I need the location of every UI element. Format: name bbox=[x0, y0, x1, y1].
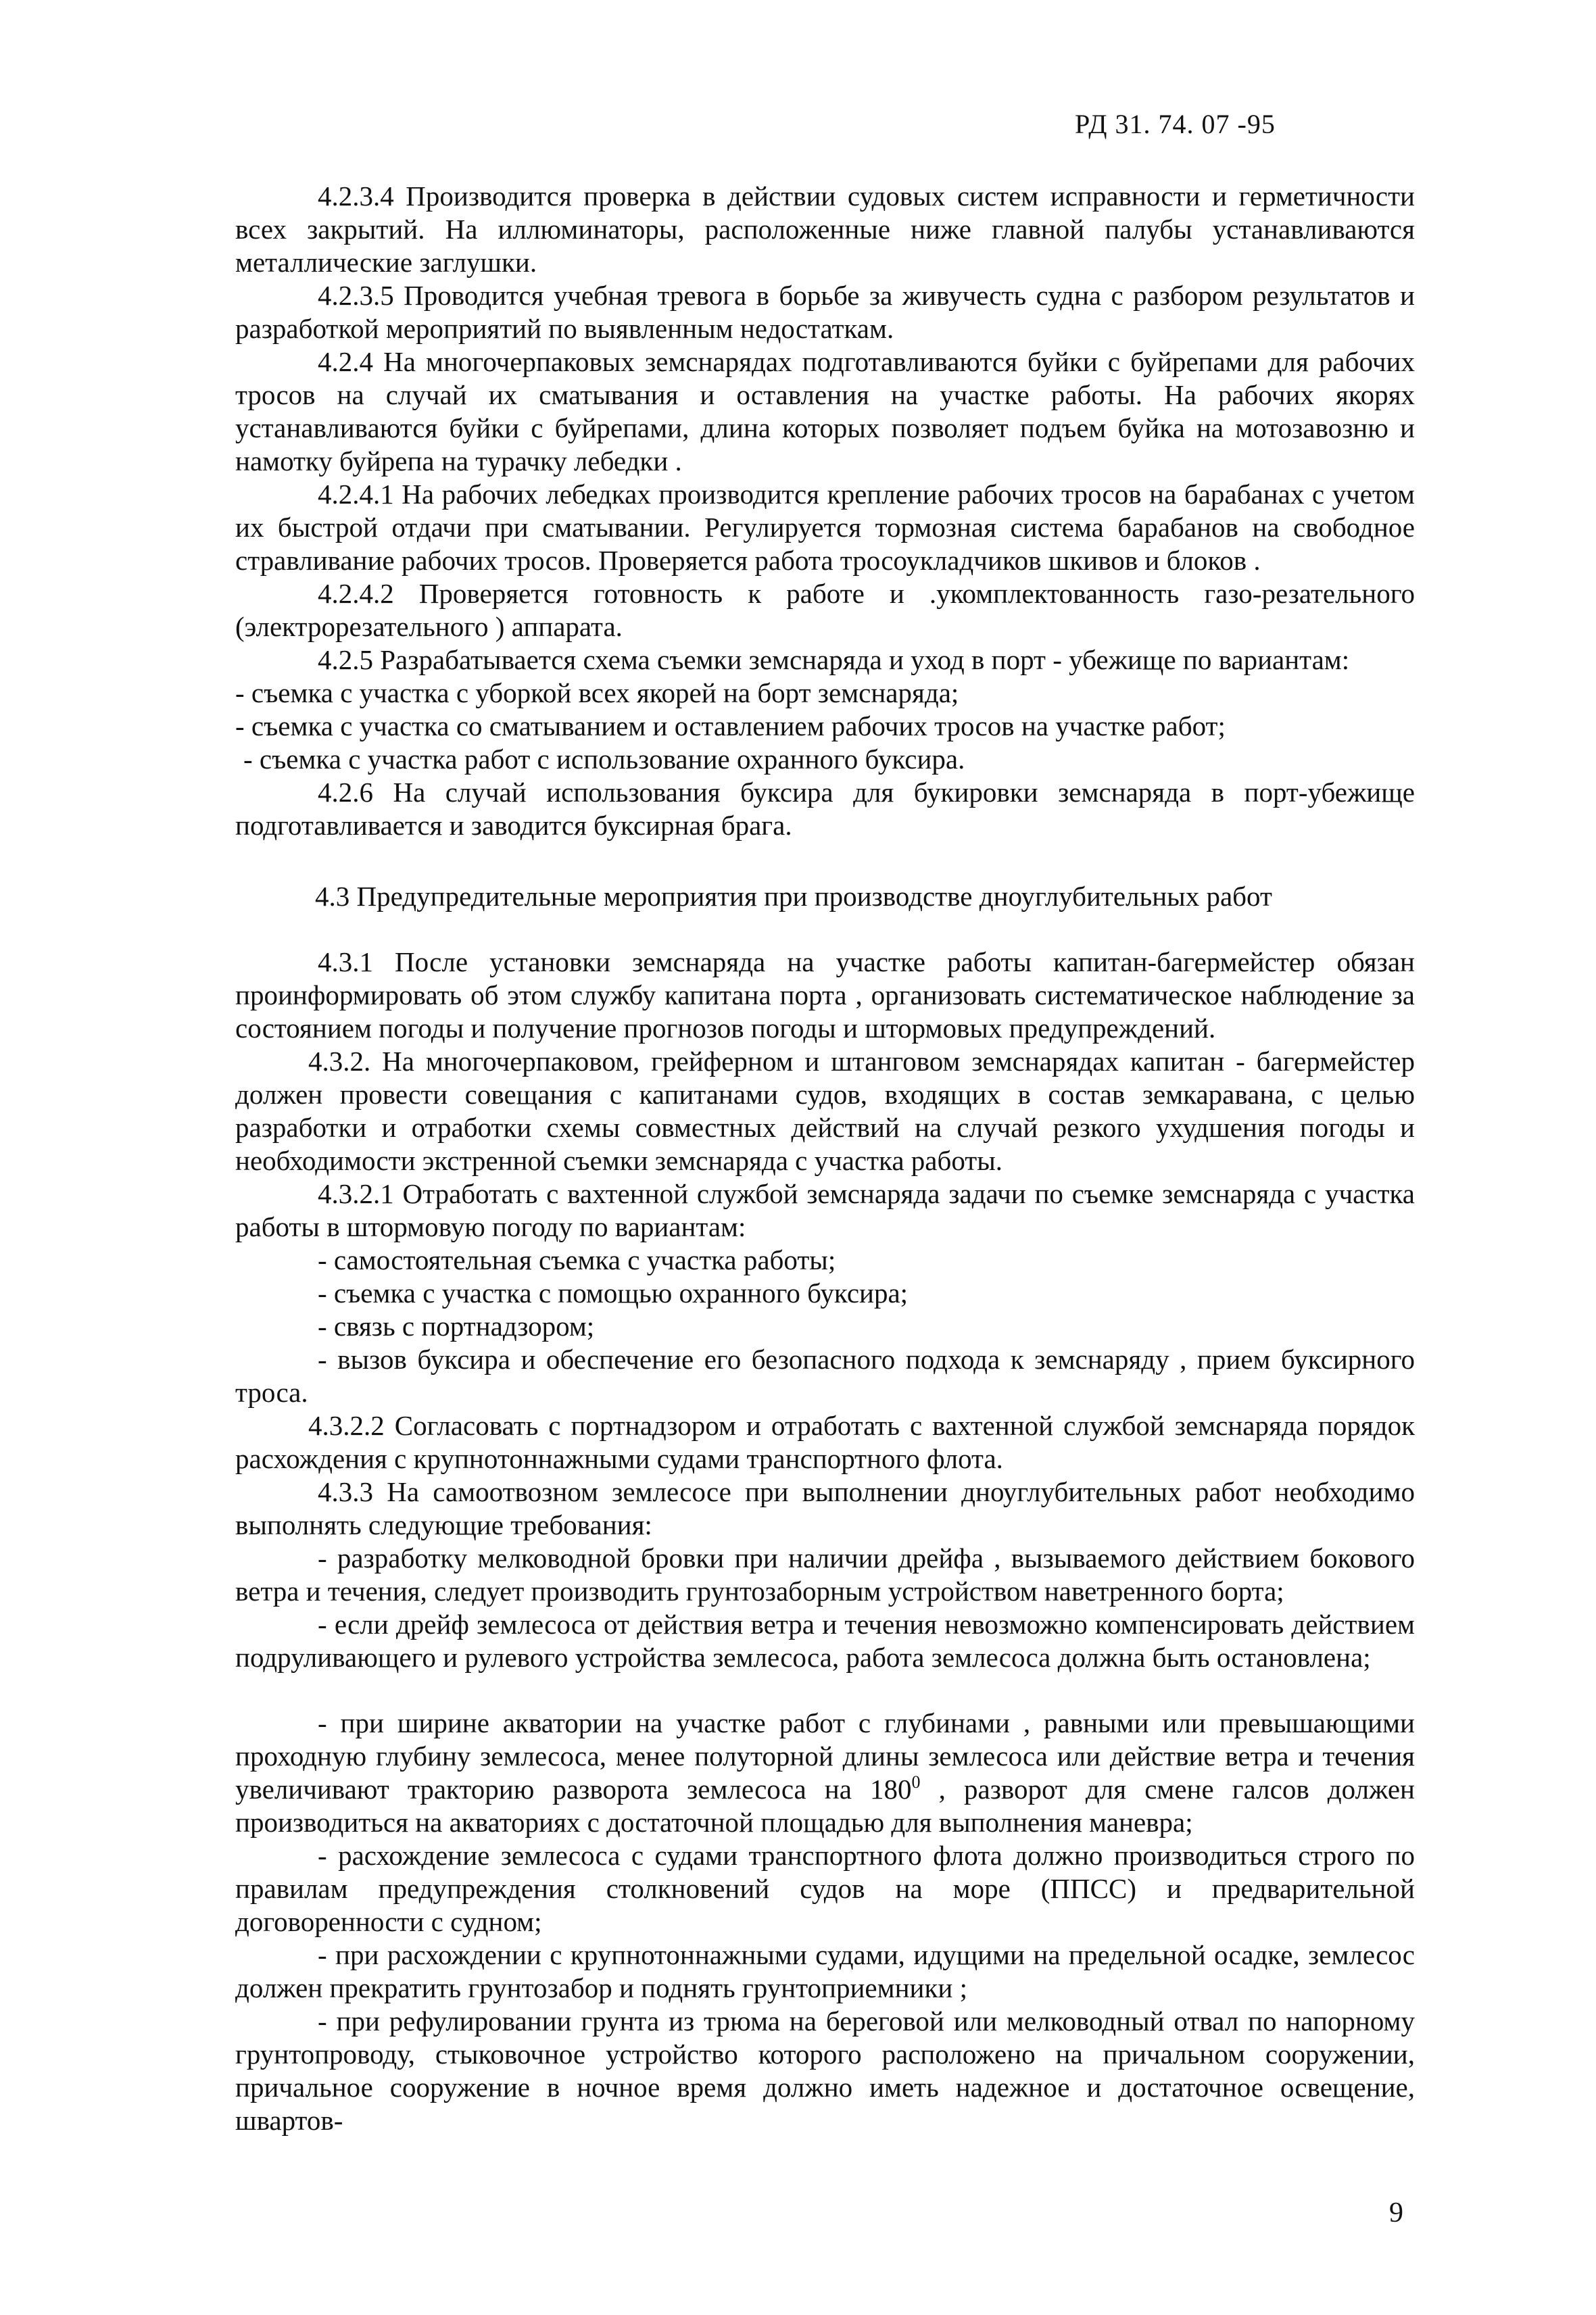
list-item: - самостоятельная съемка с участка работы; bbox=[318, 1244, 836, 1275]
list-item: - связь с портнадзором; bbox=[318, 1311, 595, 1342]
paragraph-4-2-5: 4.2.5 Разрабатывается схема съемки земснаряда и уход в порт - убежище по вариантам: bbox=[318, 644, 1350, 675]
paragraph-4-3-3: 4.3.3 На самоотвозном землесосе при выполнении дноуглубительных работ необходимо выполнять следующие требования: bbox=[235, 1476, 1415, 1540]
paragraph-4-2-4-2: 4.2.4.2 Проверяется готовность к работе и .укомплектованность газо-резательного (электрорезательного ) аппарата. bbox=[235, 578, 1415, 642]
list-item-text: , разворот для смене галсов должен производиться на акваториях с достаточной площадью для выполнения маневра; bbox=[235, 1774, 1415, 1838]
paragraph-4-3-2-1: 4.3.2.1 Отработать с вахтенной службой земснаряда задачи по съемке земснаряда с участка работы в штормовую погоду по вариантам: bbox=[235, 1178, 1415, 1242]
list-item: - съемка с участка с уборкой всех якорей на борт земснаряда; bbox=[235, 677, 959, 708]
list-item: - если дрейф землесоса от действия ветра и течения невозможно компенсировать действием подруливающего и рулевого устройства землесоса, работа землесоса должна быть остановлена; bbox=[235, 1609, 1415, 1673]
paragraph-4-2-3-4: 4.2.3.4 Производится проверка в действии судовых систем исправности и герметичности всех закрытий. На иллюминаторы, расположенные ниже главной палубы устанавливаются металлические заглушки. bbox=[235, 180, 1415, 278]
paragraph-4-3-1: 4.3.1 После установки земснаряда на участке работы капитан-багермейстер обязан проинформировать об этом службу капитана порта , организовать систематическое наблюдение за состоянием погоды и получение прогнозов погоды и штормовых предупреждений. bbox=[235, 946, 1415, 1044]
list-item: - вызов буксира и обеспечение его безопасного подхода к земснаряду , прием буксирного троса. bbox=[235, 1344, 1415, 1408]
list-item: - съемка с участка с помощью охранного буксира; bbox=[318, 1277, 909, 1309]
list-item: - разработку мелководной бровки при наличии дрейфа , вызываемого действием бокового ветра и течения, следует производить грунтозаборным устройством наветренного борта; bbox=[235, 1542, 1415, 1607]
page-header-code: РД 31. 74. 07 -95 bbox=[1075, 109, 1276, 139]
paragraph-4-2-6: 4.2.6 На случай использования буксира для букировки земснаряда в порт-убежище подготавливается и заводится буксирная брага. bbox=[235, 777, 1415, 841]
list-item: - съемка с участка со сматыванием и оставлением рабочих тросов на участке работ; bbox=[235, 710, 1226, 741]
section-heading-4-3: 4.3 Предупредительные мероприятия при производстве дноуглубительных работ bbox=[315, 881, 1272, 912]
list-item: - при расхождении с крупнотоннажными судами, идущими на предельной осадке, землесос должен прекратить грунтозабор и поднять грунтоприемники ; bbox=[235, 1939, 1415, 2003]
paragraph-4-2-4: 4.2.4 На многочерпаковых земснарядах подготавливаются буйки с буйрепами для рабочих тросов на случай их сматывания и оставления на участке работы. На рабочих якорях устанавливаются буйки с буйрепами, длина которых позволяет подъем буйка на мотозавозню и намотку буйрепа на турачку лебедки . bbox=[235, 346, 1415, 477]
paragraph-4-2-3-5: 4.2.3.5 Проводится учебная тревога в борьбе за живучесть судна с разбором результатов и разработкой мероприятий по выявленным недостаткам. bbox=[235, 280, 1415, 344]
list-item: - съемка с участка работ с использование охранного буксира. bbox=[243, 744, 965, 775]
document-body bbox=[235, 180, 1415, 2137]
paragraph-4-3-2: 4.3.2. На многочерпаковом, грейферном и штанговом земснарядах капитан - багермейстер должен провести совещания с капитанами судов, входящих в состав земкаравана, с целью разработки и отработки схемы совместных действий на случай резкого ухудшения погоды и необходимости экстренной съемки земснаряда с участка работы. bbox=[235, 1046, 1415, 1176]
page-number: 9 bbox=[1389, 2197, 1403, 2228]
list-item: - расхождение землесоса с судами транспортного флота должно производиться строго по правилам предупреждения столкновений судов на море (ППСС) и предварительной договоренности с судном; bbox=[235, 1840, 1415, 1937]
list-item bbox=[235, 1707, 1415, 1839]
list-item: - при рефулировании грунта из трюма на береговой или мелководный отвал по напорному грунтопроводу, стыковочное устройство которого расположено на причальном сооружении, причальное сооружение в ночное время должно иметь надежное и достаточное освещение, швартов- bbox=[235, 2005, 1415, 2136]
paragraph-4-3-2-2: 4.3.2.2 Согласовать с портнадзором и отработать с вахтенной службой земснаряда порядок расхождения с крупнотоннажными судами транспортного флота. bbox=[235, 1410, 1415, 1474]
degree-superscript: 0 bbox=[911, 1772, 921, 1792]
list-item-text: - при ширине акватории на участке работ с глубинами , равными или превышающими проходную глубину землесоса, менее полуторной длины землесоса или действие ветра и течения увеличивают тракторию разворота землесоса на 180 bbox=[235, 1707, 1415, 1805]
paragraph-4-2-4-1: 4.2.4.1 На рабочих лебедках производится крепление рабочих тросов на барабанах с учетом их быстрой отдачи при сматывании. Регулируется тормозная система барабанов на свободное стравливание рабочих тросов. Проверяется работа тросоукладчиков шкивов и блоков . bbox=[235, 479, 1415, 576]
